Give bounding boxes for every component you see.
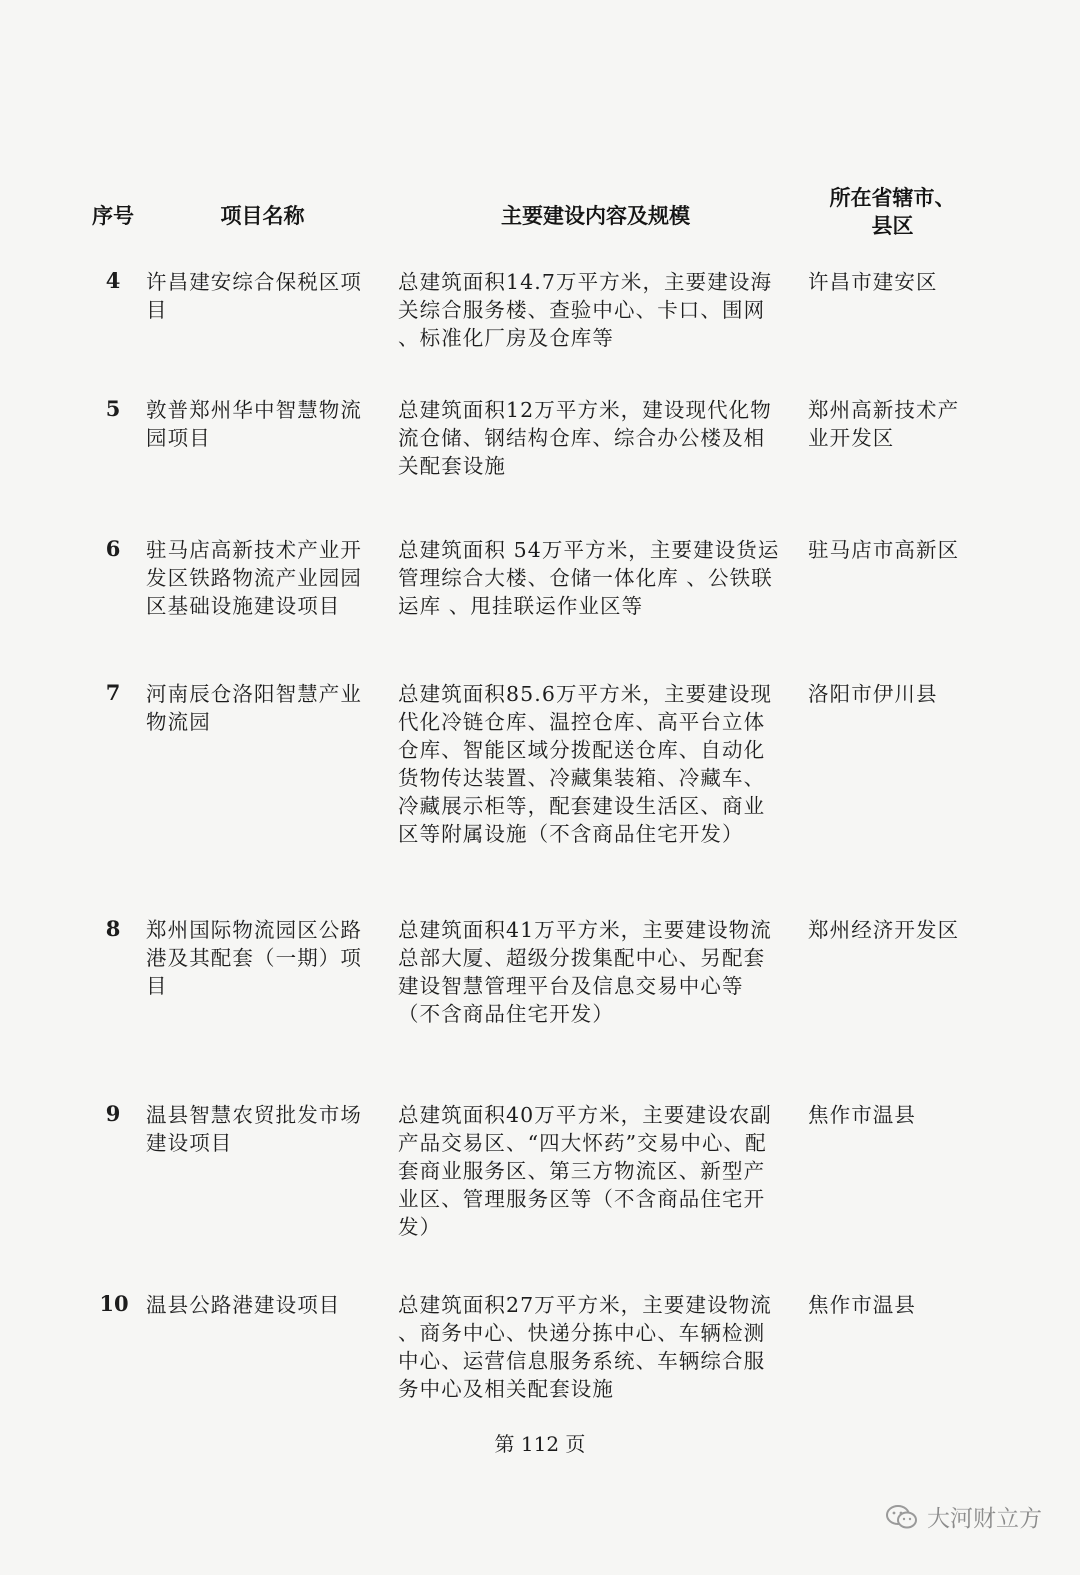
row-content: 总建筑面积 54万平方米，主要建设货运 管理综合大楼、仓储一体化库 、公铁联 运库 、甩挂联运作业区等: [398, 538, 780, 618]
row-location: 许昌市建安区: [808, 270, 938, 294]
page-number: 第 112 页: [494, 1432, 586, 1456]
row-project-name: 郑州国际物流园区公路 港及其配套（一期）项 目: [146, 918, 362, 998]
row-number: 4: [105, 268, 121, 293]
watermark: [885, 1500, 1042, 1533]
header-project-name: 项目名称: [220, 203, 305, 228]
row-location: 洛阳市伊川县: [808, 682, 938, 706]
row-project-name: 驻马店高新技术产业开 发区铁路物流产业园园 区基础设施建设项目: [146, 538, 362, 618]
row-project-name: 温县公路港建设项目: [146, 1293, 341, 1317]
watermark-text: 大河财立方: [927, 1506, 1042, 1532]
row-number: 6: [105, 536, 121, 561]
row-number: 9: [105, 1101, 121, 1126]
header-no: 序号: [92, 203, 134, 228]
row-project-name: 敦普郑州华中智慧物流 园项目: [146, 398, 362, 450]
row-number: 7: [105, 680, 121, 705]
row-number: 10: [99, 1291, 129, 1316]
row-number: 5: [105, 396, 121, 421]
row-content: 总建筑面积14.7万平方米，主要建设海 关综合服务楼、查验中心、卡口、围网 、标准化厂房及仓库等: [398, 270, 773, 350]
row-content: 总建筑面积85.6万平方米，主要建设现 代化冷链仓库、温控仓库、高平台立体 仓库、智能区域分拨配送仓库、自动化 货物传达装置、冷藏集装箱、冷藏车、 冷藏展示柜等，配套建设生活区、商业 区等附属设施（不含商品住宅开发）: [398, 682, 773, 846]
row-content: 总建筑面积27万平方米，主要建设物流 、商务中心、快递分拣中心、车辆检测 中心、运营信息服务系统、车辆综合服 务中心及相关配套设施: [398, 1293, 772, 1401]
row-project-name: 河南辰仓洛阳智慧产业 物流园: [146, 682, 362, 734]
row-location: 焦作市温县: [808, 1293, 916, 1317]
row-project-name: 温县智慧农贸批发市场 建设项目: [146, 1103, 362, 1155]
row-content: 总建筑面积41万平方米，主要建设物流 总部大厦、超级分拨集配中心、另配套 建设智慧管理平台及信息交易中心等 （不含商品住宅开发）: [398, 918, 772, 1026]
row-number: 8: [105, 916, 121, 941]
header-content: 主要建设内容及规模: [501, 203, 690, 228]
row-content: 总建筑面积40万平方米，主要建设农副 产品交易区、“四大怀药”交易中心、配 套商业服务区、第三方物流区、新型产 业区、管理服务区等（不含商品住宅开 发）: [398, 1103, 772, 1239]
row-location: 驻马店市高新区: [808, 538, 960, 562]
row-location: 焦作市温县: [808, 1103, 916, 1127]
header-location: 所在省辖市、 县区: [829, 185, 956, 238]
row-project-name: 许昌建安综合保税区项 目: [146, 270, 362, 322]
row-location: 郑州经济开发区: [808, 918, 960, 942]
wechat-icon: [885, 1503, 919, 1531]
row-content: 总建筑面积12万平方米，建设现代化物 流仓储、钢结构仓库、综合办公楼及相 关配套设施: [398, 398, 772, 478]
row-location: 郑州高新技术产 业开发区: [808, 398, 960, 450]
